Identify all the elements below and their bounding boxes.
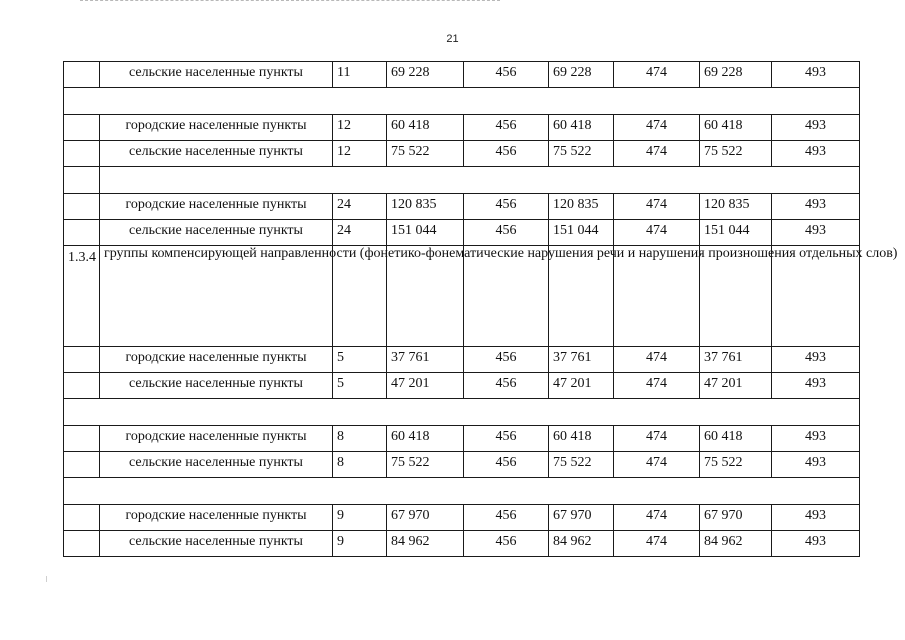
cell-group-count: 8 [333,452,387,478]
cell-norm-1: 120 835 [387,194,464,220]
cell-norm-3: 67 970 [700,505,772,531]
cell-code [64,141,100,167]
cell-empty [64,399,860,426]
cell-index-1: 456 [464,62,549,88]
cell-index-3: 493 [772,531,860,557]
cell-code: 1.3.4 [64,246,100,347]
cell-index-3: 493 [772,194,860,220]
table-row [64,194,860,220]
cell-group-count: 24 [333,220,387,246]
table-row [64,141,860,167]
cell-norm-1: 75 522 [387,141,464,167]
cell-norm-2: 60 418 [549,115,614,141]
table-row [64,115,860,141]
cell-norm-2: 75 522 [549,452,614,478]
cell-group-title: группы компенсирующей направленности (фонетико-фонематические нарушения речи и нарушения произношения отдельных слов) [100,246,333,347]
table-row [64,531,860,557]
cell-code [64,347,100,373]
cell-norm-1: 69 228 [387,62,464,88]
cell-group-count: 5 [333,373,387,399]
cell-norm-2: 60 418 [549,426,614,452]
table-row-blank [64,399,860,426]
cell-norm-3: 84 962 [700,531,772,557]
cell-group-count: 24 [333,194,387,220]
cell-group-count: 11 [333,62,387,88]
cell-index-3: 493 [772,452,860,478]
cell-norm-3: 60 418 [700,115,772,141]
cell-settlement-type: городские населенные пункты [100,505,333,531]
cell-norm-2: 75 522 [549,141,614,167]
cell-norm-1: 60 418 [387,426,464,452]
cell-settlement-type: сельские населенные пункты [100,62,333,88]
scan-artifact [80,0,500,5]
cell-norm-3: 151 044 [700,220,772,246]
cell-index-2: 474 [614,62,700,88]
cell-index-1: 456 [464,373,549,399]
cell-settlement-type: городские населенные пункты [100,115,333,141]
cell-norm-3: 60 418 [700,426,772,452]
cell-group-count: 9 [333,505,387,531]
cell-norm-3: 37 761 [700,347,772,373]
cell-index-1: 456 [464,115,549,141]
cell-norm-2: 120 835 [549,194,614,220]
cell-code [64,115,100,141]
cell-index-3: 493 [772,373,860,399]
table-row [64,452,860,478]
cell-norm-3: 75 522 [700,141,772,167]
cell-index-3: 493 [772,62,860,88]
cell-settlement-type: сельские населенные пункты [100,452,333,478]
cell-group-count: 9 [333,531,387,557]
table-row-blank [64,478,860,505]
cell-index-1: 456 [464,426,549,452]
cell-index-3: 493 [772,426,860,452]
cell-index-3: 493 [772,141,860,167]
cell-norm-2: 69 228 [549,62,614,88]
cell-norm-3: 75 522 [700,452,772,478]
cell-index-1: 456 [464,452,549,478]
cell-code [64,452,100,478]
cell-group-count: 12 [333,115,387,141]
cell-norm-1: 84 962 [387,531,464,557]
cell-code [64,62,100,88]
cell-index-2: 474 [614,531,700,557]
cell-norm-1: 67 970 [387,505,464,531]
cell-norm-2: 37 761 [549,347,614,373]
cell-norm-2: 84 962 [549,531,614,557]
cell-empty [64,478,860,505]
cell-code [64,194,100,220]
cell-code [64,531,100,557]
cell-norm-1: 75 522 [387,452,464,478]
cell-code [64,220,100,246]
cell-index-2: 474 [614,373,700,399]
cell-norm-1: 60 418 [387,115,464,141]
cell-group-count: 5 [333,347,387,373]
cell-norm-1: 151 044 [387,220,464,246]
cell-code [64,373,100,399]
cell-index-2: 474 [614,347,700,373]
table-row [64,62,860,88]
cell-empty [100,167,860,194]
cell-index-2: 474 [614,141,700,167]
cell-norm-1: 47 201 [387,373,464,399]
page-number: 21 [446,33,459,45]
cell-settlement-type: сельские населенные пункты [100,373,333,399]
table-row-group [64,246,860,347]
table-row [64,426,860,452]
cell-index-3: 493 [772,115,860,141]
cell-index-2: 474 [614,505,700,531]
cell-norm-2: 151 044 [549,220,614,246]
cell-norm-2: 47 201 [549,373,614,399]
cell-settlement-type: городские населенные пункты [100,426,333,452]
cell-norm-1: 37 761 [387,347,464,373]
cell-index-3: 493 [772,505,860,531]
cell-settlement-type: сельские населенные пункты [100,141,333,167]
cell-index-1: 456 [464,347,549,373]
table-body [64,62,898,557]
cell-index-1: 456 [464,505,549,531]
cell-index-1: 456 [464,220,549,246]
cell-index-2: 474 [614,426,700,452]
cell-norm-3: 69 228 [700,62,772,88]
norms-table [63,61,898,557]
table-row-blank [64,88,860,115]
cell-index-2: 474 [614,194,700,220]
cell-code [64,426,100,452]
table-row [64,373,860,399]
cell-index-2: 474 [614,452,700,478]
cell-settlement-type: городские населенные пункты [100,347,333,373]
cell-settlement-type: городские населенные пункты [100,194,333,220]
cell-norm-3: 47 201 [700,373,772,399]
cell-index-1: 456 [464,531,549,557]
cell-index-2: 474 [614,220,700,246]
cell-index-1: 456 [464,141,549,167]
cell-index-3: 493 [772,220,860,246]
cell-settlement-type: сельские населенные пункты [100,531,333,557]
cell-index-2: 474 [614,115,700,141]
cell-settlement-type: сельские населенные пункты [100,220,333,246]
cell-empty [64,88,860,115]
cell-group-count: 8 [333,426,387,452]
cell-index-3: 493 [772,347,860,373]
cell-index-1: 456 [464,194,549,220]
margin-mark [46,576,47,582]
table-row-blank [64,167,860,194]
cell-norm-3: 120 835 [700,194,772,220]
table-row [64,220,860,246]
cell-code [64,505,100,531]
table-row [64,347,860,373]
cell-empty [64,167,100,194]
cell-group-count: 12 [333,141,387,167]
cell-norm-2: 67 970 [549,505,614,531]
table-row [64,505,860,531]
